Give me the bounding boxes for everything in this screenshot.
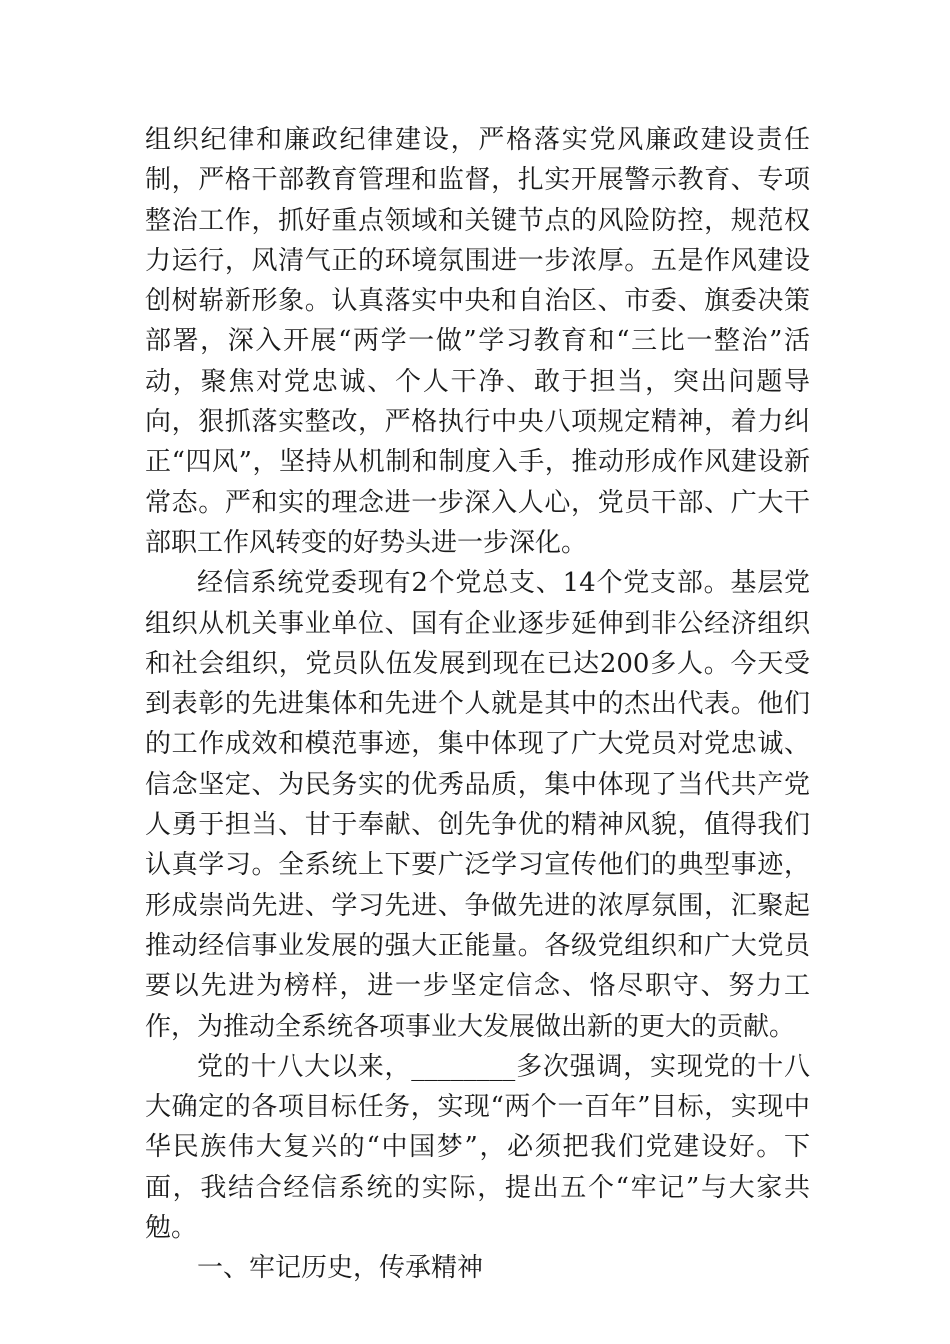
section-heading: 一、牢记历史，传承精神 xyxy=(197,1253,484,1284)
document-body xyxy=(145,120,810,1289)
paragraph-1: 组织纪律和廉政纪律建设，严格落实党风廉政建设责任制，严格干部教育管理和监督，扎实开展警示教育、专项整治工作，抓好重点领域和关键节点的风险防控，规范权力运行，风清气正的环境氛围进一步浓厚。五是作风建设创树崭新形象。认真落实中央和自治区、市委、旗委决策部署，深入开展“两学一做”学习教育和“三比一整治”活动，聚焦对党忠诚、个人干净、敢于担当，突出问题导向，狠抓落实整改，严格执行中央八项规定精神，着力纠正“四风”，坚持从机制和制度入手，推动形成作风建设新常态。严和实的理念进一步深入人心，党员干部、广大干部职工作风转变的好势头进一步深化。 xyxy=(145,125,810,558)
paragraph-3: 党的十八大以来，________多次强调，实现党的十八大确定的各项目标任务，实现“两个一百年”目标，实现中华民族伟大复兴的“中国梦”，必须把我们党建设好。下面，我结合经信系统的实际，提出五个“牢记”与大家共勉。 xyxy=(145,1051,810,1244)
paragraph-2: 经信系统党委现有2个党总支、14个党支部。基层党组织从机关事业单位、国有企业逐步延伸到非公经济组织和社会组织，党员队伍发展到现在已达200多人。今天受到表彰的先进集体和先进个人就是其中的杰出代表。他们的工作成效和模范事迹，集中体现了广大党员对党忠诚、信念坚定、为民务实的优秀品质，集中体现了当代共产党人勇于担当、甘于奉献、创先争优的精神风貌，值得我们认真学习。全系统上下要广泛学习宣传他们的典型事迹，形成崇尚先进、学习先进、争做先进的浓厚氛围，汇聚起推动经信事业发展的强大正能量。各级党组织和广大党员要以先进为榜样，进一步坚定信念、恪尽职守、努力工作，为推动全系统各项事业大发展做出新的更大的贡献。 xyxy=(145,568,810,1042)
